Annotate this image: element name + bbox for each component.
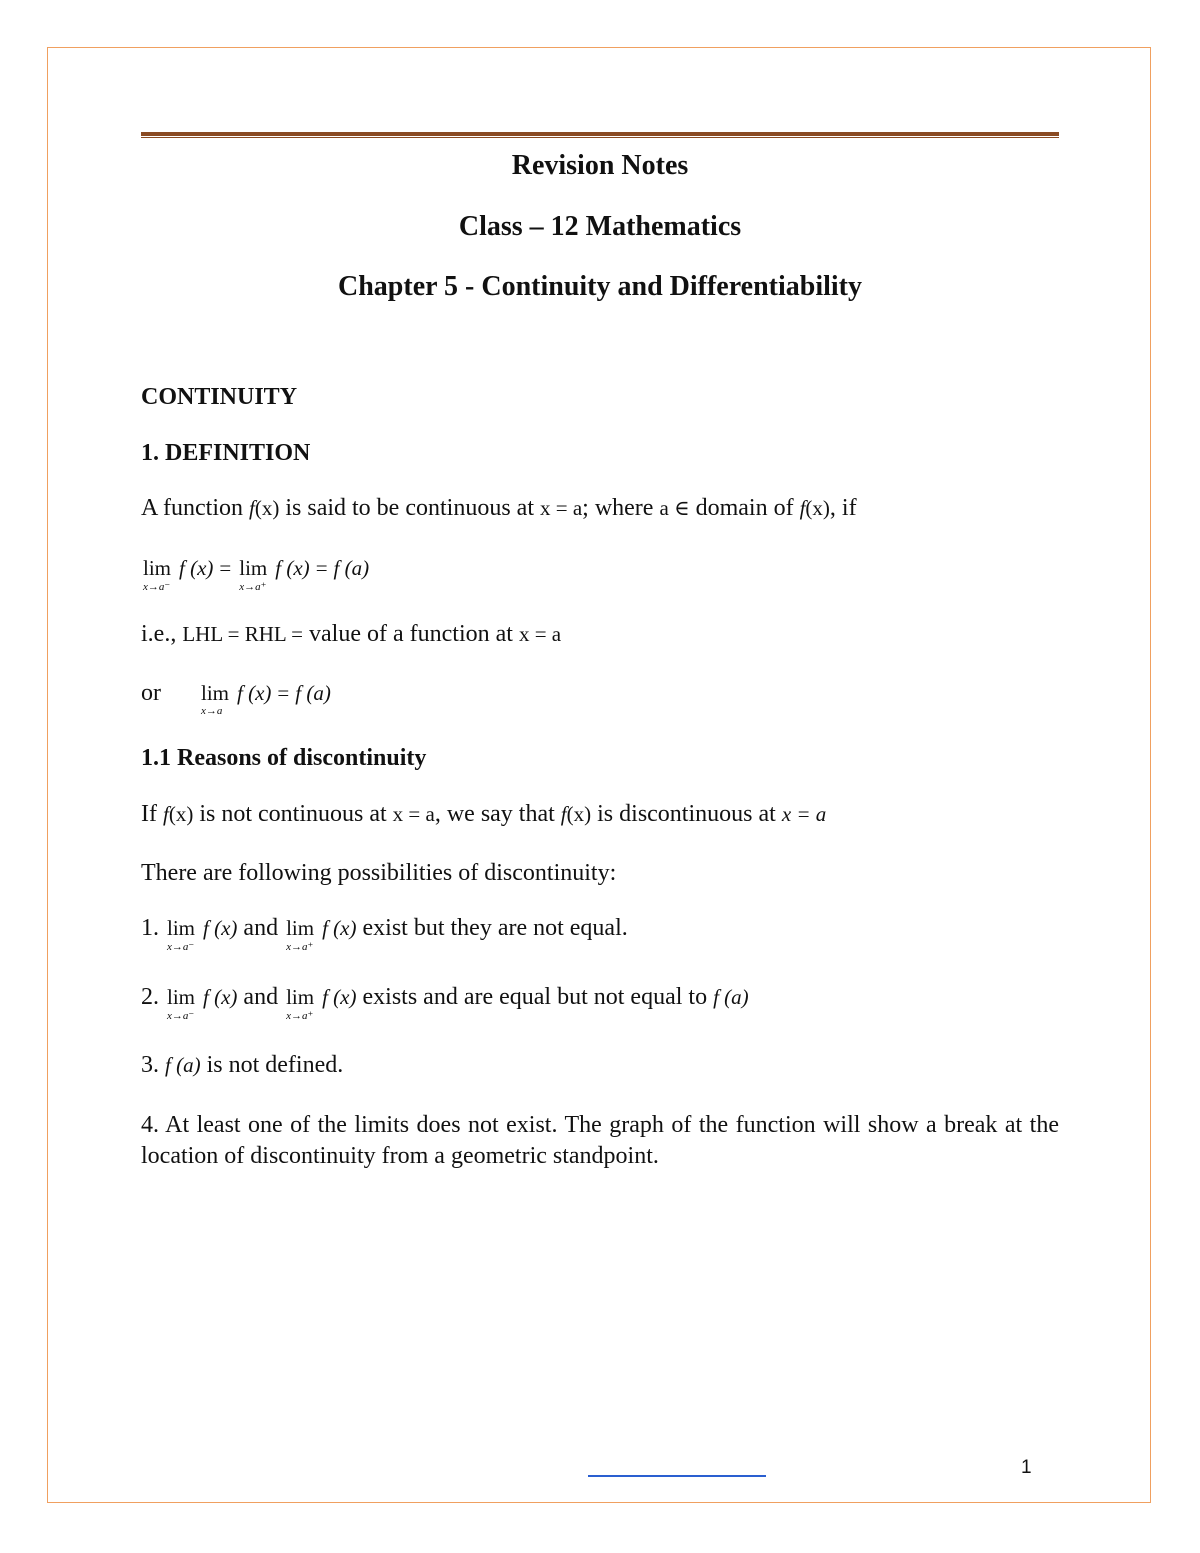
item-number: 1.	[141, 915, 159, 941]
if-label: If	[141, 801, 157, 827]
definition-line	[141, 495, 1059, 522]
and-text: and	[243, 984, 279, 1010]
math-eq: =	[219, 556, 232, 580]
reasons-text: is discontinuous at	[597, 801, 776, 827]
or-label: or	[141, 680, 161, 706]
or-line	[141, 680, 1059, 717]
math-fx: f (x)	[203, 985, 238, 1009]
list-item-3	[141, 1052, 1059, 1079]
chapter-title: Chapter 5 - Continuity and Differentiability	[338, 271, 862, 302]
possibilities-intro: There are following possibilities of discontinuity:	[141, 860, 617, 886]
item-number: 3.	[141, 1052, 159, 1078]
limit-right: lim x→a⁺	[239, 556, 268, 593]
page-title: Revision Notes	[511, 150, 689, 181]
math-fa: f (a)	[295, 681, 331, 705]
limit-left: lim x→a⁻	[143, 556, 172, 593]
ie-line	[141, 621, 1059, 648]
list-item-4: 4. At least one of the limits does not exist. The graph of the function will show a break at the location of discontinuity from a geometric standpoint.	[141, 1112, 1059, 1169]
item-text: is not defined.	[206, 1052, 344, 1078]
math-x-eq-a: x = a	[539, 496, 583, 520]
math-paren-x: (x)	[805, 496, 830, 520]
math-x-eq-a: x = a	[518, 622, 562, 646]
limit-right: lim x→a⁺	[286, 985, 315, 1022]
limit-left: lim x→a⁻	[167, 985, 196, 1022]
page-border	[47, 47, 1151, 1503]
math-fa: f (a)	[713, 985, 749, 1009]
math-a-in: a ∈	[659, 496, 690, 520]
definition-text: ; where	[582, 495, 654, 521]
math-fx: f (x)	[237, 681, 272, 705]
and-text: and	[243, 915, 279, 941]
list-item-2	[141, 984, 1059, 1022]
item-number: 2.	[141, 984, 159, 1010]
math-fa: f (a)	[165, 1053, 201, 1077]
item-text: exist but they are not equal.	[362, 915, 628, 941]
definition-heading: 1. DEFINITION	[141, 440, 311, 466]
reasons-text: is not continuous at	[199, 801, 387, 827]
math-eq: =	[277, 681, 290, 705]
limit-left: lim x→a⁻	[167, 916, 196, 953]
ie-label: i.e.,	[141, 621, 177, 647]
header-rule	[141, 132, 1059, 138]
math-fx: f (x)	[179, 556, 214, 580]
item-text: exists and are equal but not equal to	[362, 984, 708, 1010]
math-f: f	[799, 496, 806, 520]
math-fa: f (a)	[333, 556, 370, 580]
math-f: f	[249, 496, 255, 520]
section-heading-continuity: CONTINUITY	[141, 384, 298, 410]
footer-link-line	[588, 1475, 766, 1477]
definition-text: A function	[141, 495, 243, 521]
math-lhl-rhl: LHL = RHL =	[182, 622, 304, 646]
math-fx: f (x)	[322, 985, 357, 1009]
math-paren-x: (x)	[254, 496, 280, 520]
list-item-1	[141, 915, 1059, 953]
math-x-eq-a: x = a	[392, 802, 435, 826]
definition-text: is said to be continuous at	[285, 495, 534, 521]
reasons-heading: 1.1 Reasons of discontinuity	[141, 745, 427, 771]
math-fx: f (x)	[322, 916, 357, 940]
math-paren-x: (x)	[168, 802, 194, 826]
math-fx: f (x)	[275, 556, 310, 580]
limit-equation	[141, 555, 1059, 593]
math-fx: f (x)	[203, 916, 238, 940]
definition-text: domain of	[695, 495, 794, 521]
math-f: f	[162, 802, 169, 826]
limit-right: lim x→a⁺	[286, 916, 315, 953]
math-x-eq-a-italic: x = a	[781, 802, 827, 826]
page-number: 1	[1021, 1457, 1032, 1478]
reasons-text: , we say that	[434, 801, 555, 827]
definition-text: , if	[829, 495, 857, 521]
math-f: f	[560, 802, 567, 826]
limit-center: lim x→a	[201, 681, 230, 717]
math-paren-x: (x)	[566, 802, 592, 826]
discontinuity-definition	[141, 801, 1059, 828]
math-eq: =	[315, 556, 328, 580]
class-subtitle: Class – 12 Mathematics	[458, 211, 742, 242]
ie-text: value of a function at	[309, 621, 513, 647]
